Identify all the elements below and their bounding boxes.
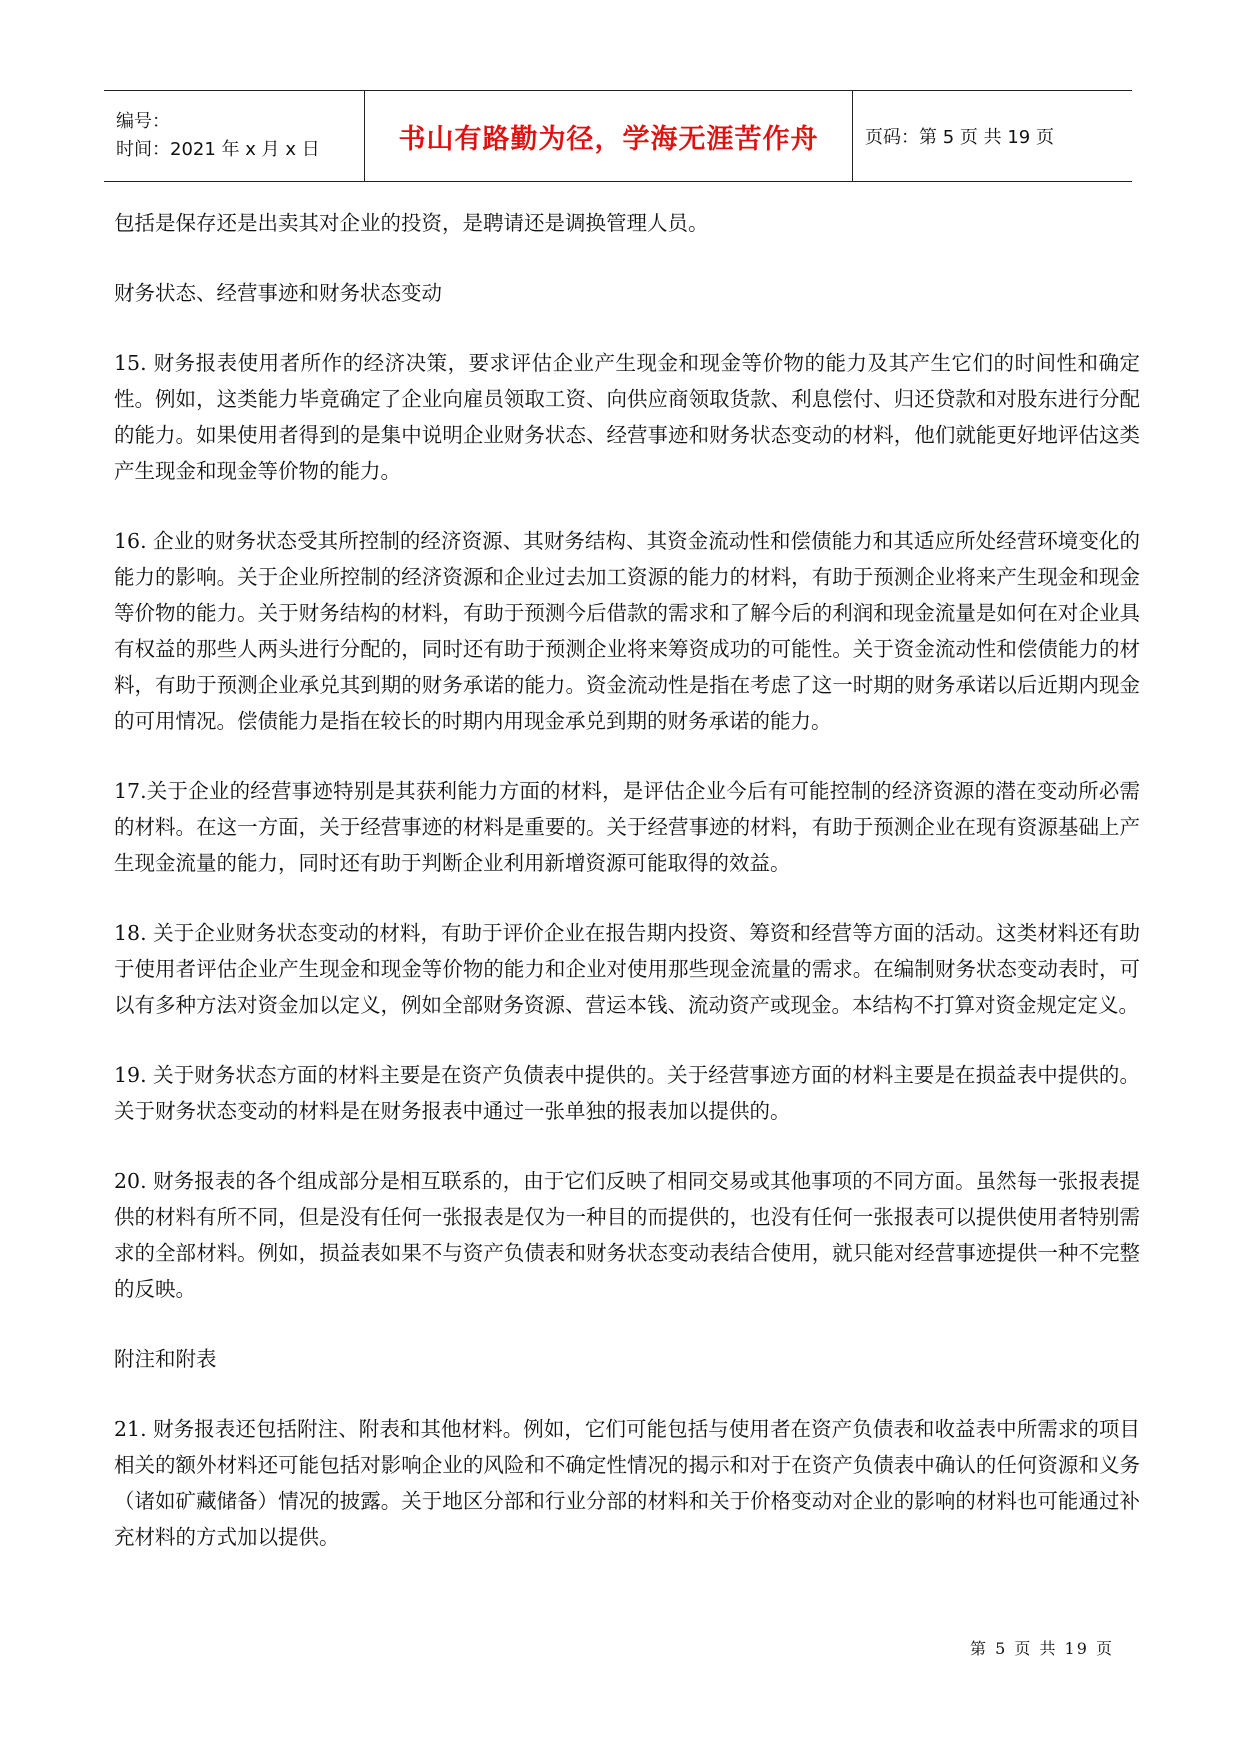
header-meta (104, 91, 365, 181)
document-number-label: 编号： (116, 111, 170, 132)
paragraph: 19. 关于财务状态方面的材料主要是在资产负债表中提供的。关于经营事迹方面的材料主要是在损益表中提供的。关于财务状态变动的材料是在财务报表中通过一张单独的报表加以提供的。 (114, 1063, 1140, 1123)
page-header (104, 90, 1132, 182)
paragraph: 包括是保存还是出卖其对企业的投资，是聘请还是调换管理人员。 (114, 211, 709, 235)
paragraph: 21. 财务报表还包括附注、附表和其他材料。例如，它们可能包括与使用者在资产负债表和收益表中所需求的项目相关的额外材料还可能包括对影响企业的风险和不确定性情况的揭示和对于在资产负债表中确认的任何资源和义务（诸如矿藏储备）情况的披露。关于地区分部和行业分部的材料和关于价格变动对企业的影响的材料也可能通过补充材料的方式加以提供。 (114, 1417, 1140, 1549)
paragraph: 17.关于企业的经营事迹特别是其获利能力方面的材料，是评估企业今后有可能控制的经济资源的潜在变动所必需的材料。在这一方面，关于经营事迹的材料是重要的。关于经营事迹的材料，有助于预测企业在现有资源基础上产生现金流量的能力，同时还有助于判断企业利用新增资源可能取得的效益。 (114, 779, 1140, 875)
page-footer (970, 1636, 1114, 1659)
footer-page-number: 第 5 页 共 19 页 (970, 1639, 1114, 1658)
page-number-label: 页码：第 5 页 共 19 页 (865, 127, 1054, 148)
paragraph: 16. 企业的财务状态受其所控制的经济资源、其财务结构、其资金流动性和偿债能力和其适应所处经营环境变化的能力的影响。关于企业所控制的经济资源和企业过去加工资源的能力的材料，有助于预测企业将来产生现金和现金等价物的能力。关于财务结构的材料，有助于预测今后借款的需求和了解今后的利润和现金流量是如何在对企业具有权益的那些人两头进行分配的，同时还有助于预测企业将来筹资成功的可能性。关于资金流动性和偿债能力的材料，有助于预测企业承兑其到期的财务承诺的能力。资金流动性是指在考虑了这一时期的财务承诺以后近期内现金的可用情况。偿债能力是指在较长的时期内用现金承兑到期的财务承诺的能力。 (114, 529, 1140, 733)
paragraph: 20. 财务报表的各个组成部分是相互联系的，由于它们反映了相同交易或其他事项的不同方面。虽然每一张报表提供的材料有所不同，但是没有任何一张报表是仅为一种目的而提供的，也没有任何一张报表可以提供使用者特别需求的全部材料。例如，损益表如果不与资产负债表和财务状态变动表结合使用，就只能对经营事迹提供一种不完整的反映。 (114, 1169, 1140, 1301)
header-page-info (853, 91, 1132, 181)
paragraph: 18. 关于企业财务状态变动的材料，有助于评价企业在报告期内投资、筹资和经营等方面的活动。这类材料还有助于使用者评估企业产生现金和现金等价物的能力和企业对使用那些现金流量的需求。在编制财务状态变动表时，可以有多种方法对资金加以定义，例如全部财务资源、营运本钱、流动资产或现金。本结构不打算对资金规定定义。 (114, 921, 1140, 1017)
section-heading: 财务状态、经营事迹和财务状态变动 (114, 281, 442, 305)
section-heading: 附注和附表 (114, 1347, 217, 1371)
header-motto (365, 91, 853, 181)
motto-text: 书山有路勤为径，学海无涯苦作舟 (398, 123, 819, 155)
document-body (114, 205, 1140, 1589)
document-time-label: 时间：2021 年 x 月 x 日 (116, 139, 320, 160)
paragraph: 15. 财务报表使用者所作的经济决策，要求评估企业产生现金和现金等价物的能力及其产生它们的时间性和确定性。例如，这类能力毕竟确定了企业向雇员领取工资、向供应商领取货款、利息偿付、归还贷款和对股东进行分配的能力。如果使用者得到的是集中说明企业财务状态、经营事迹和财务状态变动的材料，他们就能更好地评估这类产生现金和现金等价物的能力。 (114, 351, 1140, 483)
